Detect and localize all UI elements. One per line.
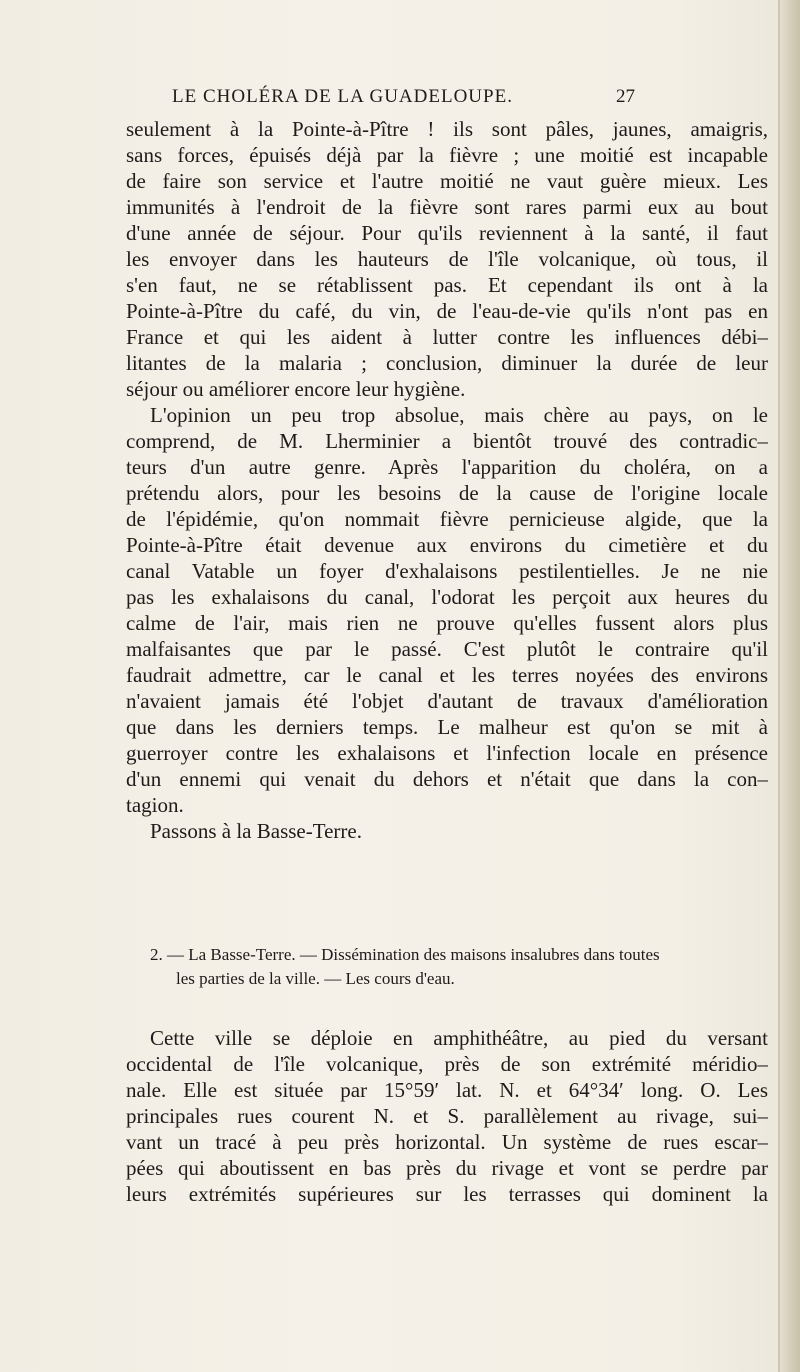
text-line: de l'épidémie, qu'on nommait fièvre pernicieuse algide, que la [126, 507, 768, 531]
text-line: tagion. [126, 793, 184, 817]
paragraph [126, 116, 768, 402]
section-heading-line: 2. — La Basse-Terre. — Dissémination des maisons insalubres dans toutes [150, 945, 660, 964]
text-line: d'un ennemi qui venait du dehors et n'était que dans la con– [126, 767, 768, 791]
text-line: L'opinion un peu trop absolue, mais chère au pays, on le [150, 403, 768, 427]
text-line: Passons à la Basse-Terre. [150, 819, 362, 843]
page-number: 27 [616, 86, 635, 107]
text-line: s'en faut, ne se rétablissent pas. Et cependant ils ont à la [126, 273, 768, 297]
text-line: prétendu alors, pour les besoins de la cause de l'origine locale [126, 481, 768, 505]
text-line: malfaisantes que par le passé. C'est plutôt le contraire qu'il [126, 637, 768, 661]
text-line: faudrait admettre, car le canal et les terres noyées des environs [126, 663, 768, 687]
text-line: principales rues courent N. et S. parallèlement au rivage, sui– [126, 1104, 768, 1128]
text-line: calme de l'air, mais rien ne prouve qu'elles fussent alors plus [126, 611, 768, 635]
text-line: n'avaient jamais été l'objet d'autant de travaux d'amélioration [126, 689, 768, 713]
page-header [0, 86, 790, 110]
text-line: de faire son service et l'autre moitié ne vaut guère mieux. Les [126, 169, 768, 193]
section-heading-line: les parties de la ville. — Les cours d'eau. [176, 969, 455, 988]
page-edge-shadow [778, 0, 800, 1372]
text-line: sans forces, épuisés déjà par la fièvre ; une moitié est incapable [126, 143, 768, 167]
body-text-top [126, 116, 768, 844]
body-text-bottom [126, 1025, 768, 1207]
text-line: que dans les derniers temps. Le malheur est qu'on se mit à [126, 715, 768, 739]
text-line: leurs extrémités supérieures sur les terrasses qui dominent la [126, 1182, 768, 1206]
running-title: LE CHOLÉRA DE LA GUADELOUPE. [172, 86, 513, 107]
paragraph [126, 1025, 768, 1207]
text-line: pées qui aboutissent en bas près du rivage et vont se perdre par [126, 1156, 768, 1180]
text-line: Cette ville se déploie en amphithéâtre, au pied du versant [150, 1026, 768, 1050]
text-line: comprend, de M. Lherminier a bientôt trouvé des contradic– [126, 429, 768, 453]
text-line: d'une année de séjour. Pour qu'ils reviennent à la santé, il faut [126, 221, 768, 245]
text-line: occidental de l'île volcanique, près de son extrémité méridio– [126, 1052, 768, 1076]
text-line: Pointe-à-Pître du café, du vin, de l'eau-de-vie qu'ils n'ont pas en [126, 299, 768, 323]
text-line: seulement à la Pointe-à-Pître ! ils sont pâles, jaunes, amaigris, [126, 117, 768, 141]
text-line: les envoyer dans les hauteurs de l'île volcanique, où tous, il [126, 247, 768, 271]
text-line: pas les exhalaisons du canal, l'odorat les perçoit aux heures du [126, 585, 768, 609]
text-line: immunités à l'endroit de la fièvre sont rares parmi eux au bout [126, 195, 768, 219]
text-line: France et qui les aident à lutter contre les influences débi– [126, 325, 768, 349]
text-line: canal Vatable un foyer d'exhalaisons pestilentielles. Je ne nie [126, 559, 768, 583]
text-line: Pointe-à-Pître était devenue aux environs du cimetière et du [126, 533, 768, 557]
text-line: séjour ou améliorer encore leur hygiène. [126, 377, 466, 401]
page-edge-line [778, 0, 780, 1372]
text-line: nale. Elle est située par 15°59′ lat. N. et 64°34′ long. O. Les [126, 1078, 768, 1102]
text-line: teurs d'un autre genre. Après l'apparition du choléra, on a [126, 455, 768, 479]
text-line: vant un tracé à peu près horizontal. Un système de rues escar– [126, 1130, 768, 1154]
text-line: litantes de la malaria ; conclusion, diminuer la durée de leur [126, 351, 768, 375]
section-heading [150, 943, 768, 991]
paragraph [126, 818, 768, 844]
text-line: guerroyer contre les exhalaisons et l'infection locale en présence [126, 741, 768, 765]
paragraph [126, 402, 768, 818]
